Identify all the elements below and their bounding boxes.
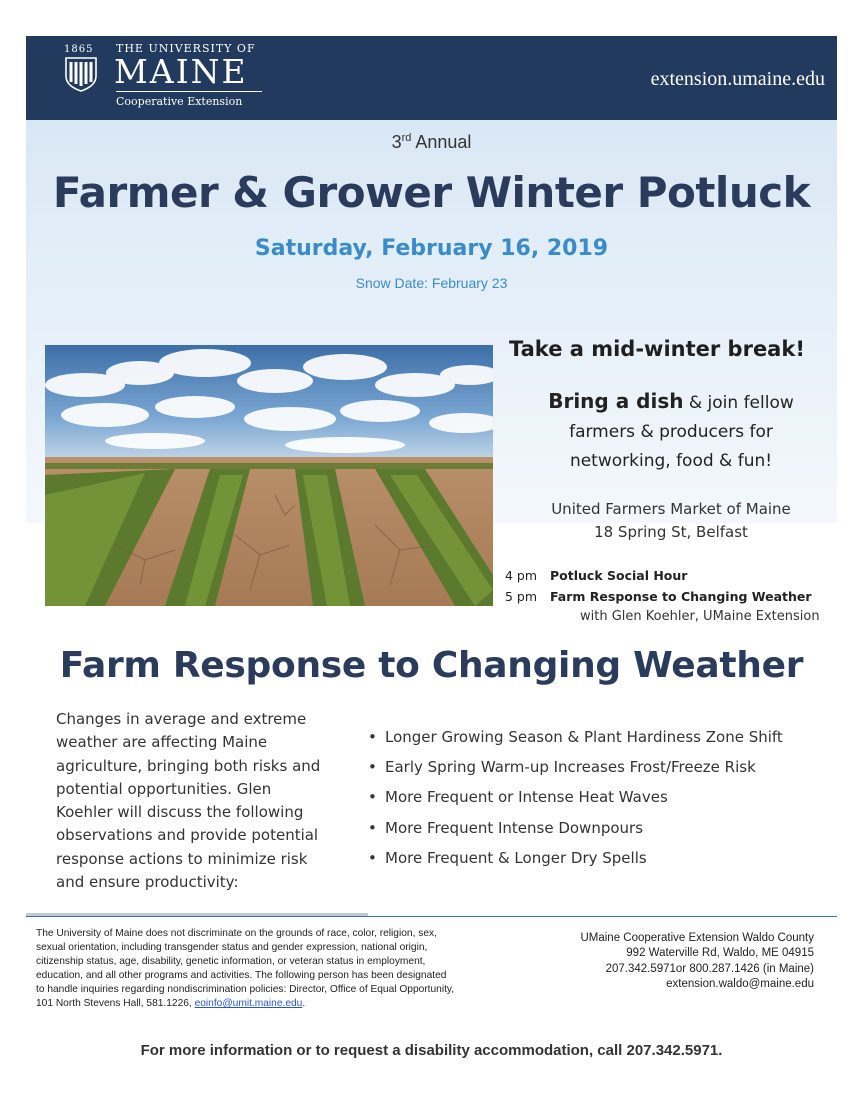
intro-paragraph <box>56 708 356 894</box>
intro-line: agriculture, bringing both risks and <box>56 756 321 775</box>
event-date: Saturday, February 16, 2019 <box>254 236 609 261</box>
venue-address: 18 Spring St, Belfast <box>594 523 748 541</box>
venue-name: United Farmers Market of Maine <box>551 500 791 518</box>
logo-divider <box>116 91 262 92</box>
intro-line: Koehler will discuss the following <box>56 803 304 822</box>
nondiscrimination-statement: The University of Maine does not discriminate on the grounds of race, color, religion, sex, sexual orientation, including transgender status and gender expression, national origin, citizenship status, age, disability, genetic information, or veteran status in employment, education, and all other programs and activities. The following person has been designated to handle inquiries regarding nondiscrimination policies: Director, Office of Equal Opportunity, 101 North Stevens Hall, 581.1226, eoinfo@umit.maine.edu. <box>36 928 455 1009</box>
schedule-title: Potluck Social Hour <box>550 568 688 583</box>
invitation-line-2: farmers & producers for <box>569 422 773 442</box>
schedule-item <box>505 589 812 604</box>
contact-phone: 207.342.5971or 800.287.1426 (in Maine) <box>605 962 814 975</box>
contact-address: 992 Waterville Rd, Waldo, ME 04915 <box>626 947 814 960</box>
county-contact <box>514 931 814 992</box>
list-item: • Longer Growing Season & Plant Hardiness Zone Shift <box>368 722 783 752</box>
bullet-icon: • <box>368 848 377 867</box>
intro-line: weather are affecting Maine <box>56 733 268 752</box>
invitation-line-3: networking, food & fun! <box>569 451 773 471</box>
intro-line: observations and provide potential <box>56 826 319 845</box>
snow-date: Snow Date: February 23 <box>355 275 508 291</box>
logo-name: MAINE <box>114 52 248 91</box>
intro-line: and ensure productivity: <box>56 873 239 892</box>
venue <box>509 498 833 544</box>
bullet-icon: • <box>368 728 377 746</box>
break-headline: Take a mid-winter break! <box>509 337 805 361</box>
logo-subtitle: Cooperative Extension <box>116 95 243 108</box>
accommodation-notice: For more information or to request a disability accommodation, call 207.342.5971. <box>140 1042 723 1059</box>
list-item: • Early Spring Warm-up Increases Frost/Freeze Risk <box>368 752 783 782</box>
bullet-icon: • <box>368 818 377 837</box>
footer-divider <box>26 916 837 917</box>
farm-field-icon <box>45 345 493 606</box>
list-item: • More Frequent or Intense Heat Waves <box>368 782 783 812</box>
eoinfo-email-link[interactable]: eoinfo@umit.maine.edu <box>194 998 303 1009</box>
bullet-icon: • <box>368 758 377 777</box>
schedule-item <box>505 568 687 583</box>
list-item: • More Frequent Intense Downpours <box>368 813 783 843</box>
header-bar <box>26 36 837 120</box>
observation-list <box>368 722 783 873</box>
intro-line: Changes in average and extreme <box>56 710 307 728</box>
schedule-time: 5 pm <box>505 589 538 604</box>
invitation-text <box>509 387 833 476</box>
intro-line: potential opportunities. Glen <box>56 779 272 798</box>
header-url[interactable]: extension.umaine.edu <box>650 68 825 90</box>
logo-university: THE UNIVERSITY OF <box>116 42 256 55</box>
schedule-speaker: with Glen Koehler, UMaine Extension <box>580 609 820 624</box>
contact-email[interactable]: extension.waldo@maine.edu <box>666 977 814 990</box>
bullet-icon: • <box>368 788 377 807</box>
schedule-title: Farm Response to Changing Weather <box>550 589 812 604</box>
logo-year: 1865 <box>64 44 94 55</box>
event-title: Farmer & Grower Winter Potluck <box>52 168 811 217</box>
schedule-time: 4 pm <box>505 568 538 583</box>
section-title: Farm Response to Changing Weather <box>59 645 804 686</box>
list-item: • More Frequent & Longer Dry Spells <box>368 843 783 873</box>
contact-office: UMaine Cooperative Extension Waldo County <box>580 932 814 944</box>
farm-field-photo <box>45 345 493 606</box>
invitation-line-1: Bring a dish & join fellow <box>548 389 794 413</box>
intro-line: response actions to minimize risk <box>56 849 308 868</box>
annual-label: 3rd Annual <box>391 132 472 152</box>
